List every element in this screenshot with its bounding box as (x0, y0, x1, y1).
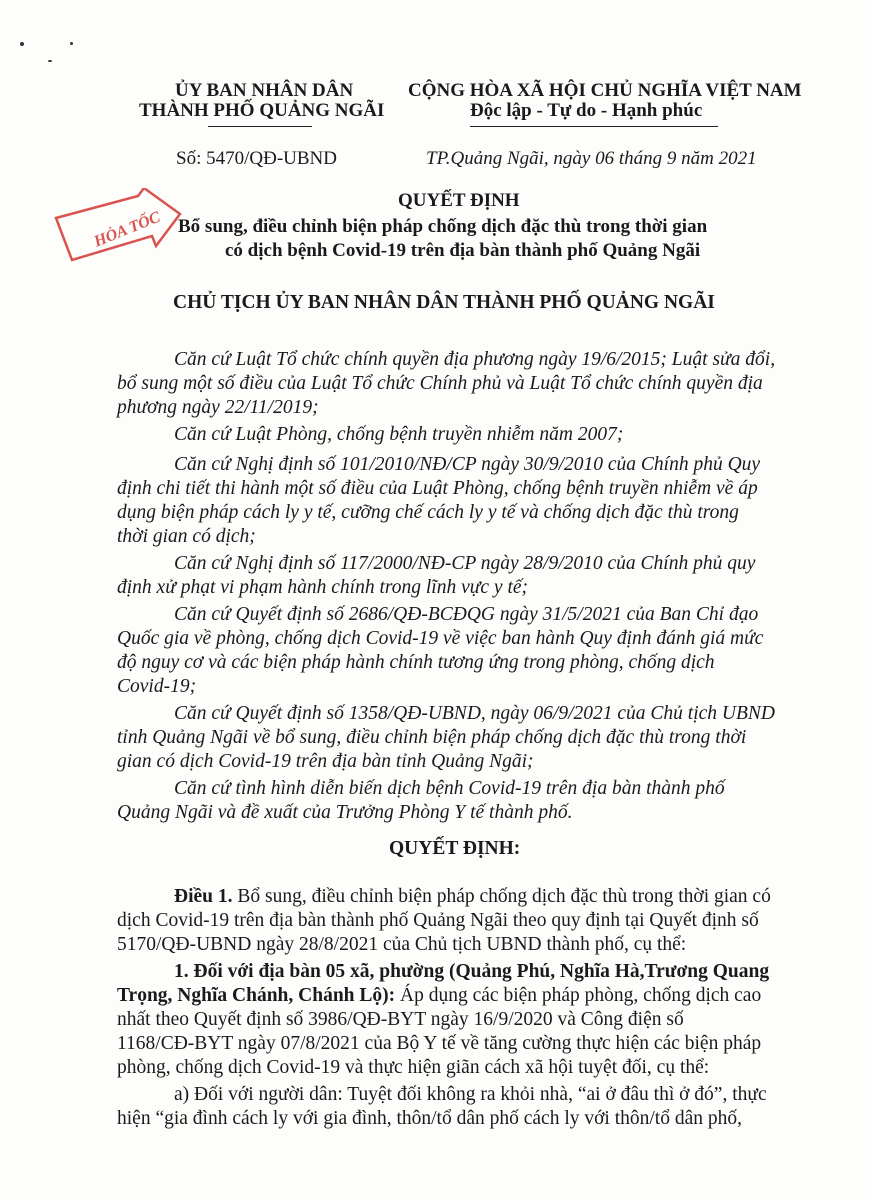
basis-line: định chi tiết thi hành một số điều của Luật Phòng, chống bệnh truyền nhiễm về áp (117, 478, 758, 499)
item1-line2 (117, 984, 761, 1008)
item1-line5: phòng, chống dịch Covid-19 và thực hiện giãn cách xã hội tuyệt đối, cụ thể: (117, 1057, 710, 1078)
basis-line: Quảng Ngãi và đề xuất của Trưởng Phòng Y tế thành phố. (117, 802, 573, 823)
article1-line2: dịch Covid-19 trên địa bàn thành phố Quảng Ngãi theo quy định tại Quyết định số (117, 910, 759, 931)
stamp-text: HỎA TỐC (91, 208, 163, 251)
basis-line: gian có dịch Covid-19 trên địa bàn tỉnh Quảng Ngãi; (117, 751, 534, 772)
decision-title: QUYẾT ĐỊNH (398, 190, 520, 211)
basis-line: Căn cứ Quyết định số 1358/QĐ-UBND, ngày 06/9/2021 của Chủ tịch UBND (174, 703, 775, 724)
document-number: Số: 5470/QĐ-UBND (176, 148, 337, 169)
decision-subject-line1: Bổ sung, điều chỉnh biện pháp chống dịch đặc thù trong thời gian (178, 216, 708, 237)
article1-label: Điều 1. (174, 886, 233, 907)
place-date: TP.Quảng Ngãi, ngày 06 tháng 9 năm 2021 (426, 148, 757, 169)
basis-line: Căn cứ Quyết định số 2686/QĐ-BCĐQG ngày 31/5/2021 của Ban Chỉ đạo (174, 604, 759, 625)
item-a-line1: a) Đối với người dân: Tuyệt đối không ra khỏi nhà, “ai ở đâu thì ở đó”, thực (174, 1084, 767, 1105)
express-stamp (52, 188, 182, 266)
scan-speck (70, 42, 73, 45)
basis-line: phương ngày 22/11/2019; (117, 397, 319, 418)
scan-speck (20, 42, 24, 46)
basis-line: Căn cứ Luật Phòng, chống bệnh truyền nhiễm năm 2007; (174, 424, 624, 445)
article1-line3: 5170/QĐ-UBND ngày 28/8/2021 của Chủ tịch UBND thành phố, cụ thể: (117, 934, 687, 955)
item-a-line2: hiện “gia đình cách ly với gia đình, thôn/tổ dân phố cách ly với thôn/tổ dân phố, (117, 1108, 742, 1129)
agency-line2: THÀNH PHỐ QUẢNG NGÃI (139, 100, 385, 121)
motto-underline (470, 126, 718, 127)
basis-line: Căn cứ tình hình diễn biến dịch bệnh Covid-19 trên địa bàn thành phố (174, 778, 725, 799)
item1-heading-line2: Trọng, Nghĩa Chánh, Chánh Lộ): (117, 985, 396, 1006)
decision-subject-line2: có dịch bệnh Covid-19 trên địa bàn thành phố Quảng Ngãi (225, 240, 701, 261)
item1-text: Áp dụng các biện pháp phòng, chống dịch cao (395, 985, 762, 1006)
basis-line: Quốc gia về phòng, chống dịch Covid-19 về việc ban hành Quy định đánh giá mức (117, 628, 764, 649)
basis-line: Căn cứ Nghị định số 117/2000/NĐ-CP ngày 28/9/2010 của Chính phủ quy (174, 553, 756, 574)
basis-line: Căn cứ Nghị định số 101/2010/NĐ/CP ngày 30/9/2010 của Chính phủ Quy (174, 454, 761, 475)
basis-line: Covid-19; (117, 676, 197, 697)
country-name: CỘNG HÒA XÃ HỘI CHỦ NGHĨA VIỆT NAM (408, 80, 802, 101)
article1-text: Bổ sung, điều chỉnh biện pháp chống dịch đặc thù trong thời gian có (232, 886, 771, 907)
item1-heading-line1: 1. Đối với địa bàn 05 xã, phường (Quảng Phú, Nghĩa Hà,Trương Quang (174, 961, 770, 982)
basis-line: thời gian có dịch; (117, 526, 256, 547)
agency-underline (208, 126, 312, 127)
item1-line3: nhất theo Quyết định số 3986/QĐ-BYT ngày 16/9/2020 và Công điện số (117, 1009, 684, 1030)
authority-heading: CHỦ TỊCH ỦY BAN NHÂN DÂN THÀNH PHỐ QUẢNG NGÃI (173, 292, 715, 313)
article1-line1 (174, 885, 771, 909)
decision-heading: QUYẾT ĐỊNH: (389, 838, 521, 859)
basis-line: tỉnh Quảng Ngãi về bổ sung, điều chỉnh biện pháp chống dịch đặc thù trong thời (117, 727, 747, 748)
basis-line: Căn cứ Luật Tổ chức chính quyền địa phương ngày 19/6/2015; Luật sửa đổi, (174, 349, 776, 370)
basis-line: dụng biện pháp cách ly y tế, cưỡng chế cách ly y tế và chống dịch đặc thù trong (117, 502, 739, 523)
item1-line4: 1168/CĐ-BYT ngày 07/8/2021 của Bộ Y tế về tăng cường thực hiện các biện pháp (117, 1033, 762, 1054)
motto: Độc lập - Tự do - Hạnh phúc (470, 100, 703, 121)
basis-line: định xử phạt vi phạm hành chính trong lĩnh vực y tế; (117, 577, 529, 598)
agency-line1: ỦY BAN NHÂN DÂN (175, 80, 354, 101)
basis-line: bổ sung một số điều của Luật Tổ chức Chính phủ và Luật Tổ chức chính quyền địa (117, 373, 763, 394)
scan-speck (48, 60, 52, 62)
basis-line: độ nguy cơ và các biện pháp hành chính tương ứng trong phòng, chống dịch (117, 652, 715, 673)
